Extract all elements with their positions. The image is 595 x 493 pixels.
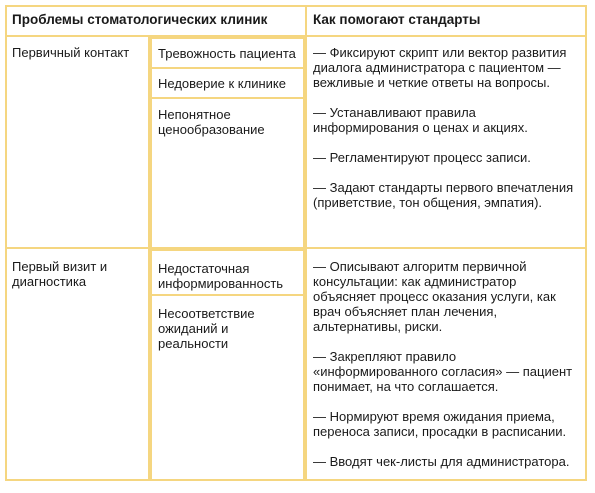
problem-item: Недоверие к клинике — [150, 67, 305, 99]
problem-item: Недостаточная информированность — [150, 249, 305, 296]
solution-paragraph: — Устанавливают правила информирования о ценах и акциях. — [313, 105, 528, 135]
solutions-block — [313, 45, 581, 225]
solution-paragraph: — Нормируют время ожидания приема, переноса записи, просадки в расписании. — [313, 409, 567, 439]
solution-paragraph: — Вводят чек-листы для администратора. — [313, 454, 570, 469]
problem-item: Несоответствие ожиданий и реальности — [150, 294, 305, 481]
solution-paragraph: — Задают стандарты первого впечатления (приветствие, тон общения, эмпатия). — [313, 180, 574, 210]
header-problems: Проблемы стоматологических клиник — [12, 12, 268, 27]
stage-label: Первый визит и диагностика — [12, 259, 108, 289]
solution-paragraph: — Фиксируют скрипт или вектор развития диалога администратора с пациентом — вежливые и четкие ответы на вопросы. — [313, 45, 567, 90]
header-solutions: Как помогают стандарты — [313, 12, 481, 27]
problem-item: Тревожность пациента — [150, 37, 305, 69]
problem-item: Непонятное ценообразование — [150, 97, 305, 249]
solution-paragraph: — Описывают алгоритм первичной консультации: как администратор объясняет процесс оказания услуги, как врач объясняет план лечения, альтернативы, риски. — [313, 259, 556, 334]
solution-paragraph: — Закрепляют правило «информированного согласия» — пациент понимает, на что соглашается. — [313, 349, 573, 394]
solutions-block — [313, 259, 581, 484]
solution-paragraph: — Регламентируют процесс записи. — [313, 150, 531, 165]
column-divider-main — [305, 5, 307, 481]
stage-label: Первичный контакт — [12, 45, 130, 60]
